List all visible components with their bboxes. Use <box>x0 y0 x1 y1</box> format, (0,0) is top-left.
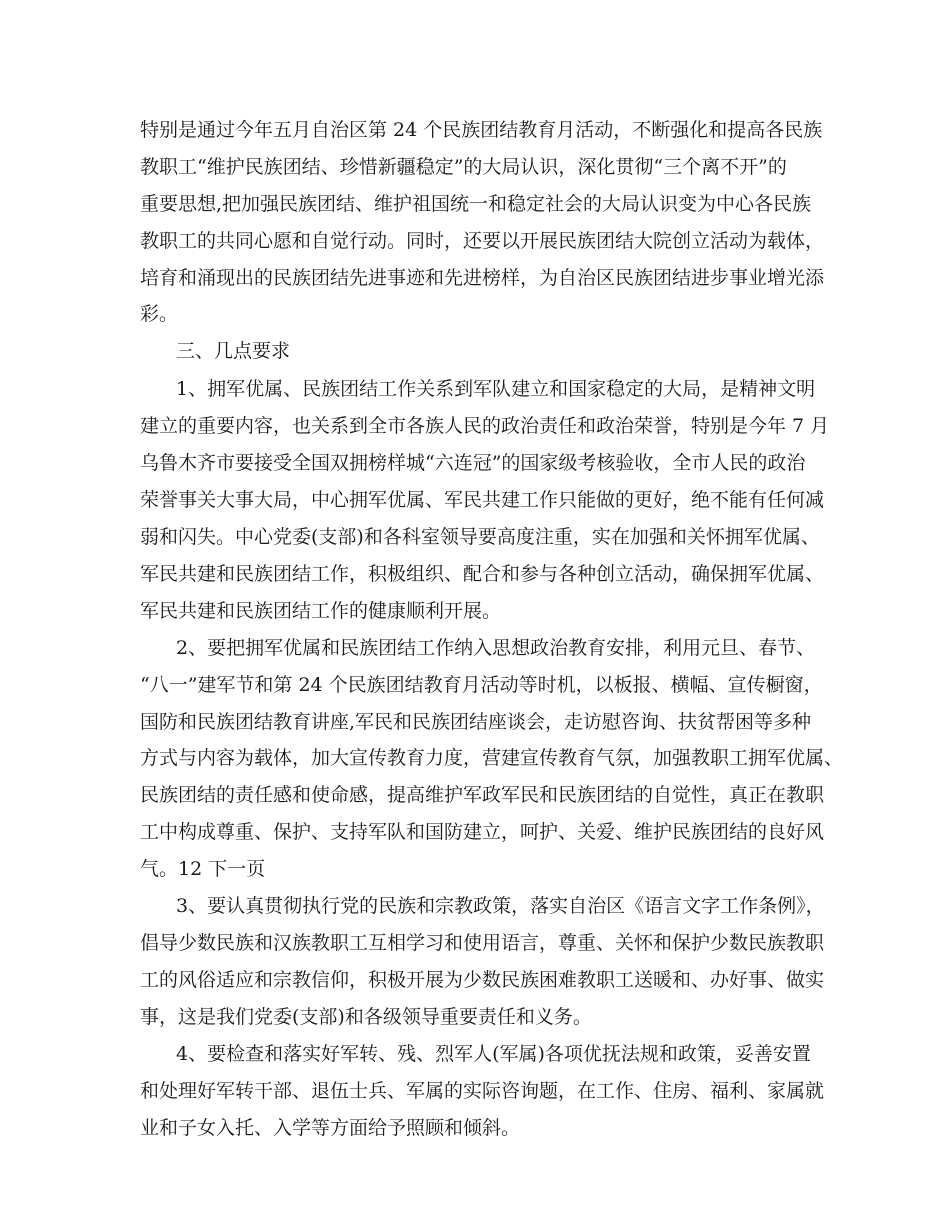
text-line: 乌鲁木齐市要接受全国双拥榜样城“六连冠”的国家级考核验收，全市人民的政治 <box>140 452 806 474</box>
text-line: 荣誉事关大事大局，中心拥军优属、军民共建工作只能做的更好，绝不能有任何减 <box>140 489 825 511</box>
text-line: 重要思想,把加强民族团结、维护祖国统一和稳定社会的大局认识变为中心各民族 <box>140 193 812 215</box>
text-line: 气。12 下一页 <box>140 858 266 880</box>
text-line: 事，这是我们党委(支部)和各级领导重要责任和义务。 <box>140 1006 592 1028</box>
text-line: 2、要把拥军优属和民族团结工作纳入思想政治教育安排，利用元旦、春节、 <box>176 637 816 659</box>
text-line: “八一”建军节和第 24 个民族团结教育月活动等时机，以板报、横幅、宣传橱窗， <box>140 674 823 696</box>
text-line: 建立的重要内容，也关系到全市各族人民的政治责任和政治荣誉，特别是今年 7 月 <box>140 415 830 437</box>
text-line: 1、拥军优属、民族团结工作关系到军队建立和国家稳定的大局，是精神文明 <box>176 378 816 400</box>
text-line: 军民共建和民族团结工作的健康顺利开展。 <box>140 600 502 622</box>
text-line: 4、要检查和落实好军转、残、烈军人(军属)各项优抚法规和政策，妥善安置 <box>176 1043 811 1065</box>
text-line: 民族团结的责任感和使命感，提高维护军政军民和民族团结的自觉性，真正在教职 <box>140 784 825 806</box>
text-line: 教职工的共同心愿和自觉行动。同时，还要以开展民族团结大院创立活动为载体， <box>140 230 825 252</box>
text-line: 彩。 <box>140 303 179 325</box>
text-line: 倡导少数民族和汉族教职工互相学习和使用语言，尊重、关怀和保护少数民族教职 <box>140 932 825 954</box>
text-line: 3、要认真贯彻执行党的民族和宗教政策，落实自治区《语言文字工作条例》， <box>176 895 825 917</box>
text-line: 弱和闪失。中心党委(支部)和各科室领导要高度注重，实在加强和关怀拥军优属、 <box>140 526 820 548</box>
text-line: 特别是通过今年五月自治区第 24 个民族团结教育月活动，不断强化和提高各民族 <box>140 119 823 141</box>
text-line: 方式与内容为载体，加大宣传教育力度，营建宣传教育气氛，加强教职工拥军优属、 <box>140 747 844 769</box>
text-line: 教职工“维护民族团结、珍惜新疆稳定”的大局认识，深化贯彻“三个离不开”的 <box>140 156 787 178</box>
text-line: 培育和涌现出的民族团结先进事迹和先进榜样，为自治区民族团结进步事业增光添 <box>140 267 825 289</box>
text-line: 军民共建和民族团结工作，积极组织、配合和参与各种创立活动，确保拥军优属、 <box>140 563 825 585</box>
section-heading: 三、几点要求 <box>176 340 291 362</box>
text-line: 工中构成尊重、保护、支持军队和国防建立，呵护、关爱、维护民族团结的良好风 <box>140 821 825 843</box>
text-line: 和处理好军转干部、退伍士兵、军属的实际咨询题，在工作、住房、福利、家属就 <box>140 1080 825 1102</box>
text-line: 工的风俗适应和宗教信仰，积极开展为少数民族困难教职工送暖和、办好事、做实 <box>140 969 825 991</box>
text-line: 业和子女入托、入学等方面给予照顾和倾斜。 <box>140 1117 521 1139</box>
text-line: 国防和民族团结教育讲座,军民和民族团结座谈会，走访慰咨询、扶贫帮困等多种 <box>140 711 812 733</box>
